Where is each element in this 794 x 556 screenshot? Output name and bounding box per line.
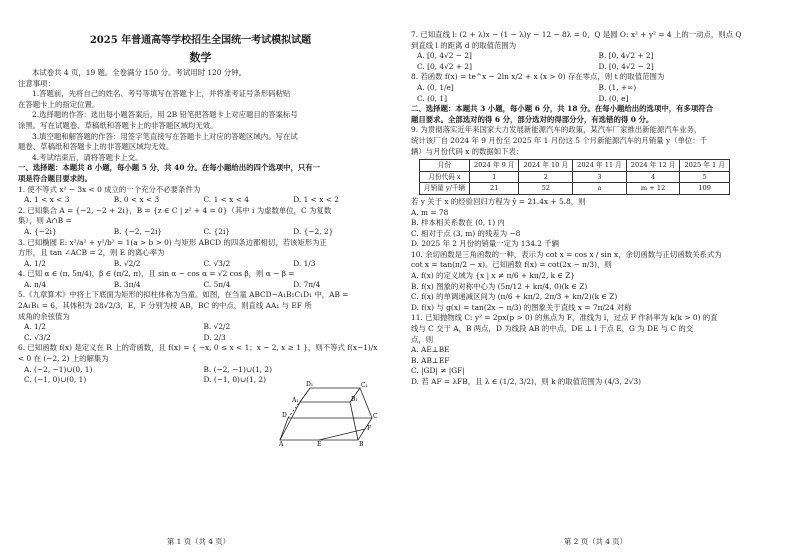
option: C. {2i} xyxy=(203,226,231,236)
notice-title: 注意事项： xyxy=(18,78,55,88)
edge-cc1 xyxy=(360,388,372,418)
table-cell: 52 xyxy=(519,183,573,195)
label-a1: A₁ xyxy=(292,397,299,404)
question-8-stem: 8. 若函数 f(x) = te^x − 2ln x/2 + x (x > 0) 存在零点，则 t 的取值范围为 xyxy=(411,72,665,82)
option: A. 1/2 xyxy=(24,322,46,332)
page-2 xyxy=(397,0,794,556)
option: A. (−2, −1)∪(0, 1) xyxy=(24,364,93,374)
option: B. 样本相关系数在 (0, 1) 内 xyxy=(411,218,505,228)
question-9-line: 辆）与月份代码 x 的数据如下表： xyxy=(411,146,524,156)
question-5-stem: 5.《九章算术》中将上下底面为矩形的拟柱体称为刍童。如图，在刍童 ABCD−A₁B₁C₁D₁ 中，AB = xyxy=(18,290,349,300)
table-cell: 2024 年 12 月 xyxy=(626,160,680,172)
option: B. (−2, −1)∪(1, 2) xyxy=(203,364,272,374)
question-7-stem: 7. 已知直线 l: (2 + λ)x − (1 − λ)y − 12 − 8λ = 0，Q 是圆 O: x² + y² = 4 上的一动点，则点 Q xyxy=(411,30,742,39)
page-1-footer: 第 1 页（共 4 页） xyxy=(166,537,231,547)
table-cell: 2 xyxy=(519,171,573,183)
label-e: E xyxy=(317,441,322,448)
question-4-options xyxy=(18,280,383,291)
question-9-options xyxy=(411,208,780,250)
question-7 xyxy=(411,30,780,72)
question-11-line: 线与 C 交于 A，B 两点，D 为线段 AB 的中点，DE ⊥ l 于点 E，G 为 DE 与 C 的交 xyxy=(411,324,694,334)
table-cell: 2025 年 1 月 xyxy=(680,160,729,172)
option: D. 1 < x < 2 xyxy=(293,195,339,205)
question-9 xyxy=(411,125,780,157)
option: C. (0, 1] xyxy=(417,93,447,103)
label-d: D xyxy=(282,412,287,419)
notice-line: 题卷、草稿纸和答题卡上的非答题区域均无效。 xyxy=(18,142,174,152)
question-6-stem: 6. 已知函数 f(x) 是定义在 R 上的奇函数，且 f(x) = { −x, 0 ≤ x < 1；x − 2, x ≥ 1 }，则不等式 f(x−1)/x xyxy=(18,343,378,353)
option: C. 5π/4 xyxy=(203,279,231,289)
section-2-heading xyxy=(411,104,780,125)
option: B. [0, 4√2 + 2] xyxy=(598,51,654,61)
question-11 xyxy=(411,313,780,387)
option: A. (0, 1/e] xyxy=(417,82,454,92)
question-3-stem: 方形，且 tan ∠ACB = 2，则 E 的离心率为 xyxy=(18,248,165,258)
segment-ef xyxy=(319,429,365,440)
question-8-options xyxy=(411,83,780,104)
question-2-stem: 集），则 A∩B = xyxy=(18,216,72,226)
question-5-stem: 成角的余弦值为 xyxy=(18,311,70,321)
option: C. 1 < x < 4 xyxy=(203,195,249,205)
option: A. {−2i} xyxy=(24,226,57,236)
question-9-option-list xyxy=(411,208,780,250)
section-1-line: 一、选择题：本题共 8 小题，每小题 5 分，共 40 分。在每小题给出的四个选项中，只有一 xyxy=(18,163,321,173)
option: B. √2/2 xyxy=(113,258,141,268)
option: B. 0 < x < 3 xyxy=(113,195,160,205)
table-cell: 5 xyxy=(680,171,729,183)
question-8 xyxy=(411,72,780,104)
option: D. 7π/4 xyxy=(293,279,321,289)
option: D. 2/3 xyxy=(203,332,226,342)
questions-page-1 xyxy=(18,185,383,386)
frustum-figure xyxy=(280,380,380,446)
option: D. 若 AF = λFB，且 λ ∈ (1/2, 3/2)，则 k 的取值范围为 (4/3, 2√3) xyxy=(411,377,642,386)
table-cell: 109 xyxy=(680,183,729,195)
question-4-stem: 4. 已知 α ∈ (π, 5π/4)，β ∈ (π/2, π)，且 sin α − cos α = √2 cos β，则 α − β = xyxy=(18,269,295,279)
table-cell: 2024 年 9 月 xyxy=(470,160,519,172)
option: A. m = 78 xyxy=(411,207,449,217)
label-c: C xyxy=(373,413,378,420)
question-6-stem: < 0 在 (−2, 2) 上的解集为 xyxy=(18,354,109,364)
option: A. [0, 4√2 − 2] xyxy=(417,51,472,61)
option: C. [0, 4√2 + 2] xyxy=(417,61,472,71)
table-cell: 月销量 y/千辆 xyxy=(420,183,470,195)
question-2-stem: 2. 已知集合 A = {−2, −2 + 2i}，B = {z ∈ C | z² + 4 = 0}（其中 i 为虚数单位，C 为复数 xyxy=(18,205,332,215)
sales-table xyxy=(419,159,730,195)
label-b: B xyxy=(359,441,364,448)
option: D. (0, e] xyxy=(598,93,629,103)
notice-line: 3.填空题和解答题的作答：用签字笔直接写在答题卡上对应的答题区域内。写在试 xyxy=(32,131,298,141)
label-f: F xyxy=(367,425,372,432)
label-b1: B₁ xyxy=(351,396,358,403)
question-3-stem: 3. 已知椭圆 E: x²/a² + y²/b² = 1(a > b > 0) 与矩形 ABCD 的四条边都相切，若该矩形为正 xyxy=(18,237,327,247)
question-9-regression: 若 y 关于 x 的经验回归方程为 ŷ = 21.4x + 5.8，则 xyxy=(411,196,586,206)
table-row-x xyxy=(420,171,730,183)
table-cell: 1 xyxy=(470,171,519,183)
exam-info: 本试卷共 4 页，19 题。全卷满分 150 分。考试用时 120 分钟。 xyxy=(32,68,246,77)
label-a: A xyxy=(279,441,284,448)
exam-title: 2025 年普通高等学校招生全国统一考试模拟试题 xyxy=(89,35,312,46)
table-cell: 月份代码 x xyxy=(420,171,470,183)
edge-aa1 xyxy=(280,402,300,440)
option: B. {−2, −2i} xyxy=(113,226,163,236)
question-5-options xyxy=(18,322,383,343)
notice-line: 1.答题前，先将自己的姓名、考号等填写在答题卡上，并将准考证号条形码粘贴 xyxy=(32,89,291,99)
table-cell: m + 12 xyxy=(626,183,680,195)
option: A. 1 < x < 3 xyxy=(24,195,70,205)
option: D. f(x) 与 g(x) = tan(2x − π/3) 的图象关于直线 x = 7π/24 对称 xyxy=(411,302,632,312)
notices xyxy=(18,89,383,163)
option: C. (−1, 0)∪(0, 1) xyxy=(24,375,87,385)
page-2-footer: 第 2 页（共 4 页） xyxy=(563,537,628,547)
option: C. √3/2 xyxy=(24,332,51,342)
label-c1: C₁ xyxy=(361,382,368,389)
table-cell: 4 xyxy=(626,171,680,183)
section-1-line: 项是符合题目要求的。 xyxy=(18,173,92,183)
table-cell: 月份 xyxy=(420,160,470,172)
question-9-line: 统计该厂自 2024 年 9 月份至 2025 年 1 月份这 5 个月新能源汽车的月销量 y（单位：千 xyxy=(411,135,708,145)
subject-title: 数学 xyxy=(189,51,212,64)
edge-bb1 xyxy=(350,402,358,440)
option: D. {−2, 2} xyxy=(293,226,334,236)
table-cell: 3 xyxy=(573,171,627,183)
option: B. 3π/4 xyxy=(113,279,141,289)
option: C. √3/2 xyxy=(203,258,231,268)
table-cell: a xyxy=(573,183,627,195)
table-cell: 21 xyxy=(470,183,519,195)
option: B. √2/2 xyxy=(203,322,231,332)
section-2-line: 二、选择题：本题共 3 小题，每小题 6 分，共 18 分。在每小题给出的选项中，有多项符合 xyxy=(411,104,714,114)
question-9-line: 9. 为贯彻落实近年来国家大力发展新能源汽车的政策，某汽车厂家推出新能源汽车业务， xyxy=(411,125,702,135)
bottom-face xyxy=(280,418,372,440)
question-10-line: 10. 余切函数是三角函数的一种，表示为 cot x = cos x / sin x，余切函数与正切函数关系式为 xyxy=(411,249,722,259)
option: D. 1/3 xyxy=(293,258,316,268)
notice-line: 涂黑。写在试题卷、草稿纸和答题卡上的非答题区域均无效。 xyxy=(18,120,218,130)
question-7-stem: 到直线 l 的距离 d 的取值范围为 xyxy=(411,40,517,50)
option: C. 相对于点 (3, m) 的残差为 −8 xyxy=(411,228,521,238)
question-11-line: 点，则 xyxy=(411,334,434,344)
option: A. AE⊥BE xyxy=(411,345,450,355)
question-5-stem: 2A₁B₁ = 6，其体积为 28√2/3，E，F 分别为棱 AB，BC 的中点，则直线 AA₁ 与 EF 所 xyxy=(18,301,312,311)
question-10-line: cot x = tan(π/2 − x)。已知函数 f(x) = cot(2x − π/3)，则 xyxy=(411,260,612,270)
notice-line: 2.选择题的作答：选出每小题答案后，用 2B 铅笔把答题卡上对应题目的答案标号 xyxy=(32,110,298,120)
question-10 xyxy=(411,250,780,314)
section-2-line: 题目要求。全部选对的得 6 分，部分选对的得部分分，有选错的得 0 分。 xyxy=(411,114,654,124)
section-1-heading xyxy=(18,163,383,184)
question-7-options xyxy=(411,51,780,72)
table-header-row xyxy=(420,160,730,172)
option: B. (1, +∞) xyxy=(598,82,637,92)
notice-line: 4.考试结束后，请将答题卡上交。 xyxy=(32,152,143,162)
option: C. |GD| ≠ |GF| xyxy=(411,366,465,376)
table-cell: 2024 年 10 月 xyxy=(519,160,573,172)
notice-line: 在答题卡上的指定位置。 xyxy=(18,99,100,109)
question-2-options xyxy=(18,227,383,238)
option: C. f(x) 的单调递减区间为 (π/6 + kπ/2, 2π/3 + kπ/2)(k ∈ Z) xyxy=(411,292,618,302)
question-1-stem: 1. 使不等式 x² − 3x < 0 成立的一个充分不必要条件为 xyxy=(18,184,201,194)
option: D. [0, 4√2 − 2] xyxy=(598,61,654,71)
label-d1: D₁ xyxy=(306,381,314,388)
option: D. (−1, 0)∪(1, 2) xyxy=(203,375,266,385)
option: B. AB⊥EF xyxy=(411,355,450,365)
option: D. 2025 年 2 月份的销量一定为 134.2 千辆 xyxy=(411,239,560,249)
question-3-options xyxy=(18,259,383,270)
table-row-y xyxy=(420,183,730,195)
option: B. f(x) 图象的对称中心为 (5π/12 + kπ/4, 0)(k ∈ Z) xyxy=(411,281,588,291)
table-cell: 2024 年 11 月 xyxy=(573,160,627,172)
question-1-options xyxy=(18,195,383,206)
option: A. π/4 xyxy=(24,279,47,289)
option: A. 1/2 xyxy=(24,258,46,268)
question-11-line: 11. 已知抛物线 C: y² = 2px(p > 0) 的焦点为 F，准线为 l，过点 F 作斜率为 k(k > 0) 的直 xyxy=(411,313,718,323)
option: A. f(x) 的定义域为 {x | x ≠ π/6 + kπ/2, k ∈ Z} xyxy=(411,271,576,281)
